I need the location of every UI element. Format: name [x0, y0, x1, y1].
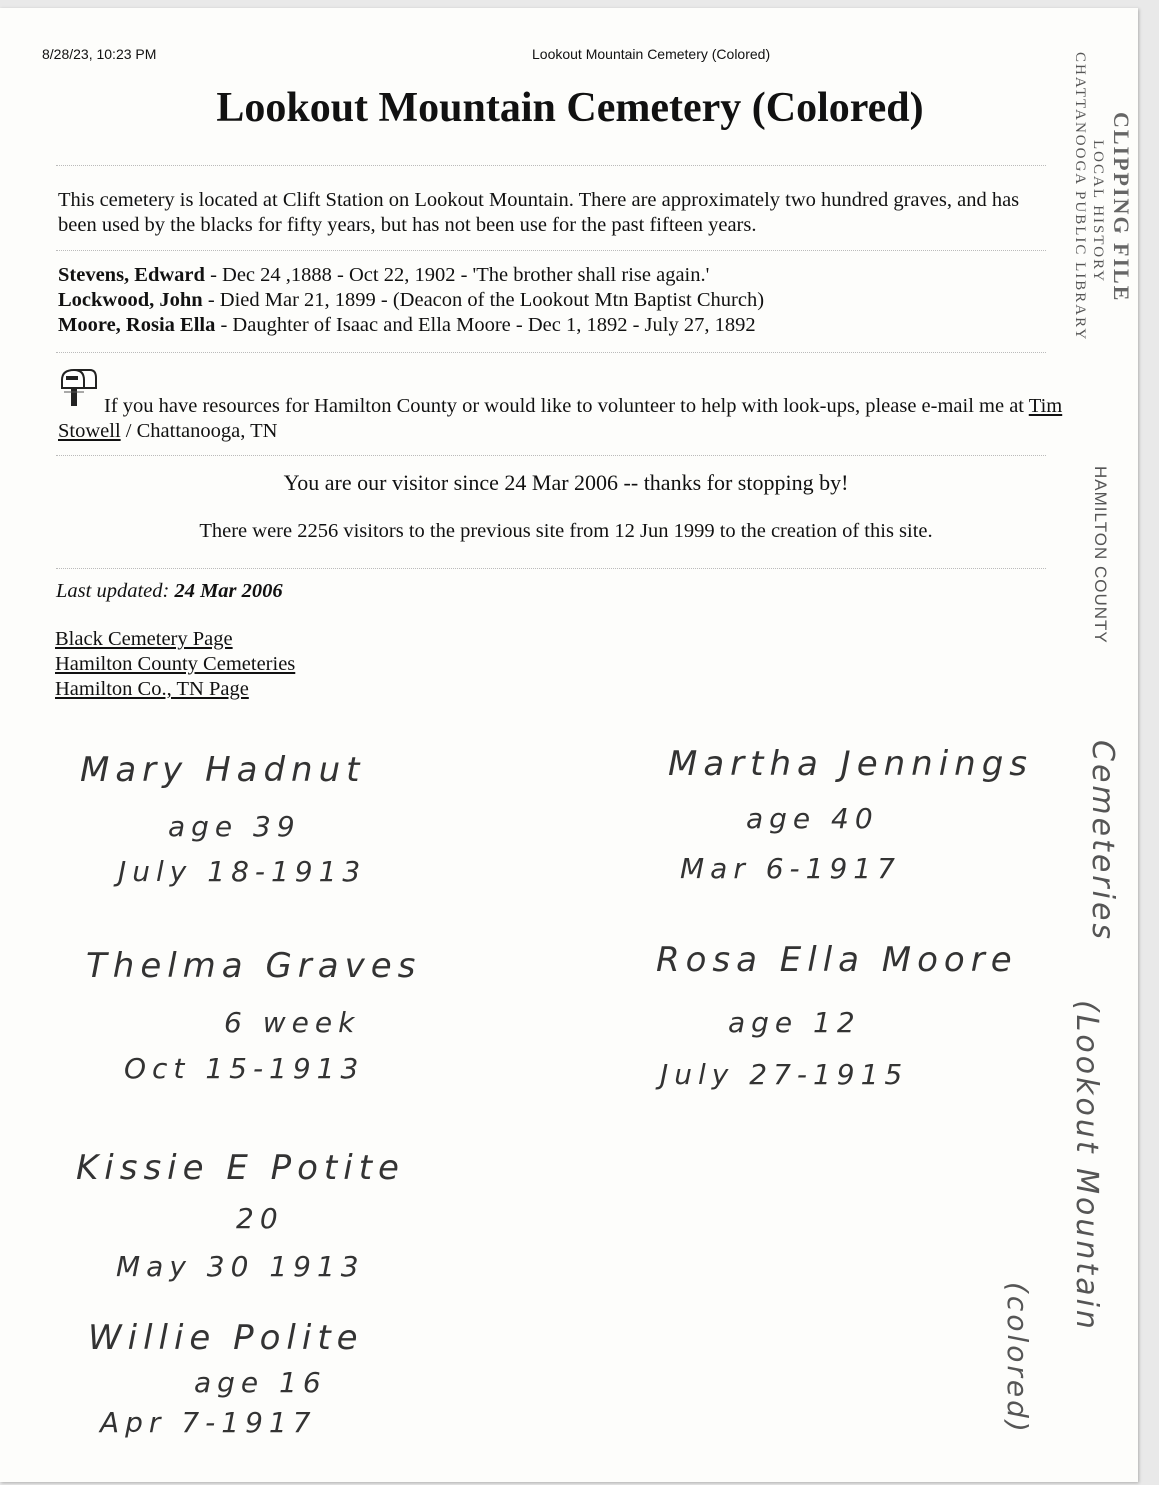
print-datetime: 8/28/23, 10:23 PM	[42, 46, 157, 62]
handwritten-name: Martha Jennings	[668, 744, 1034, 784]
contact-text: If you have resources for Hamilton County or would like to volunteer to help with look-ups, please e-mail me at	[104, 395, 1029, 417]
divider	[56, 250, 1046, 251]
previous-visitors-line: There were 2256 visitors to the previous site from 12 Jun 1999 to the creation of this site.	[199, 520, 933, 542]
burial-name: Moore, Rosia Ella	[58, 314, 216, 336]
contact-paragraph	[58, 394, 1068, 444]
stamp-library: CHATTANOOGA PUBLIC LIBRARY	[1072, 52, 1088, 342]
stamp-local-history: LOCAL HISTORY	[1090, 140, 1106, 284]
burial-entry	[58, 313, 756, 338]
link-hamilton-co-tn-page[interactable]: Hamilton Co., TN Page	[55, 678, 249, 700]
handwritten-age: age 40	[746, 802, 879, 835]
visitor-line: You are our visitor since 24 Mar 2006 -- thanks for stopping by!	[283, 470, 849, 495]
handwritten-age: 6 week	[224, 1006, 361, 1039]
link-hamilton-county-cemeteries[interactable]: Hamilton County Cemeteries	[55, 653, 296, 675]
burial-name: Lockwood, John	[58, 289, 203, 311]
handwritten-age: 20	[236, 1202, 284, 1235]
handwritten-name: Willie Polite	[88, 1318, 364, 1358]
burial-entry	[58, 263, 709, 288]
handwritten-name: Kissie E Potite	[76, 1148, 405, 1188]
divider	[56, 352, 1046, 353]
divider	[56, 165, 1046, 166]
handwritten-date: Apr 7-1917	[100, 1406, 317, 1439]
handwritten-date: Oct 15-1913	[124, 1052, 365, 1085]
handwritten-age: age 39	[168, 810, 301, 843]
margin-note-colored: (colored)	[1001, 1282, 1034, 1435]
last-updated-label: Last updated:	[56, 580, 170, 602]
handwritten-date: May 30 1913	[116, 1250, 365, 1283]
handwritten-age: age 16	[194, 1366, 327, 1399]
last-updated	[56, 580, 283, 603]
divider	[56, 568, 1046, 569]
stamp-county: HAMILTON COUNTY	[1091, 466, 1110, 644]
handwritten-name: Rosa Ella Moore	[656, 940, 1018, 980]
print-page-title: Lookout Mountain Cemetery (Colored)	[532, 46, 771, 62]
handwritten-name: Thelma Graves	[86, 946, 422, 986]
email-link[interactable]: Tim Stowell	[58, 395, 1063, 442]
handwritten-name: Mary Hadnut	[80, 750, 366, 790]
handwritten-date: July 27-1915	[660, 1058, 909, 1091]
margin-note-lookout: (Lookout Mountain	[1069, 1000, 1104, 1332]
contact-suffix: / Chattanooga, TN	[120, 420, 278, 442]
burial-details: - Daughter of Isaac and Ella Moore - Dec 1, 1892 - July 27, 1892	[215, 314, 756, 336]
intro-paragraph: This cemetery is located at Clift Station on Lookout Mountain. There are approximately two hundred graves, and has been used by the blacks for fifty years, but has not been use for the past fifteen years.	[58, 189, 1020, 236]
burial-entry	[58, 288, 764, 313]
handwritten-date: July 18-1913	[118, 855, 367, 888]
page-title: Lookout Mountain Cemetery (Colored)	[216, 85, 924, 131]
last-updated-date: 24 Mar 2006	[174, 580, 283, 602]
divider	[56, 455, 1046, 456]
handwritten-date: Mar 6-1917	[680, 852, 901, 885]
burial-details: - Dec 24 ,1888 - Oct 22, 1902 - 'The brother shall rise again.'	[204, 264, 710, 286]
link-black-cemetery-page[interactable]: Black Cemetery Page	[55, 628, 233, 650]
stamp-clipping-file: CLIPPING FILE	[1109, 112, 1134, 303]
burial-name: Stevens, Edward	[58, 264, 205, 286]
margin-note-cemeteries: Cemeteries	[1085, 740, 1120, 943]
burial-details: - Died Mar 21, 1899 - (Deacon of the Lookout Mtn Baptist Church)	[202, 289, 765, 311]
handwritten-age: age 12	[728, 1006, 861, 1039]
